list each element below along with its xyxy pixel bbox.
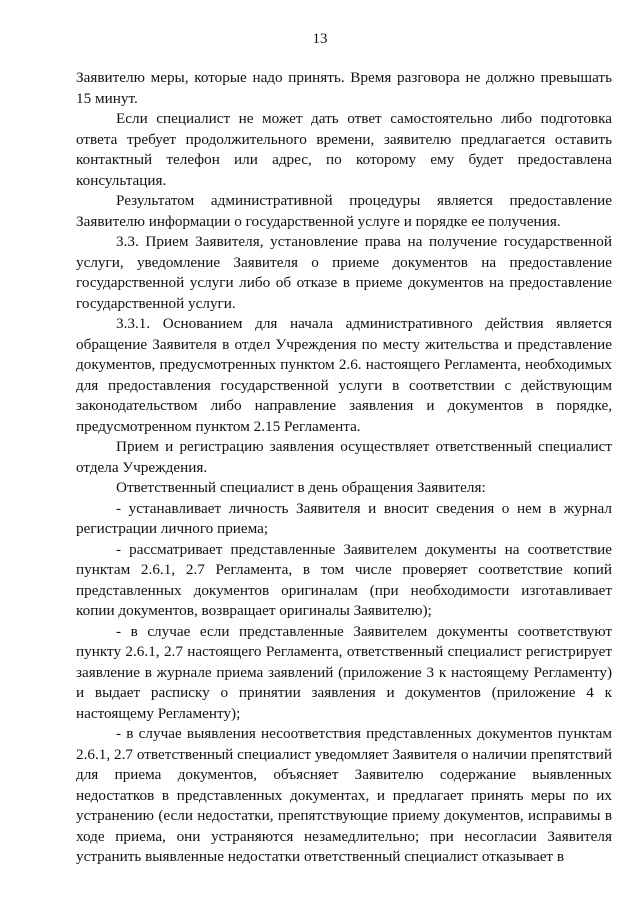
paragraph: Ответственный специалист в день обращения Заявителя: [116, 479, 486, 496]
list-item: - рассматривает представленные Заявителем документы на соответствие пунктам 2.6.1, 2.7 Регламента, в том числе проверяет соответствие копий представленных документов оригиналам (при необходимости изготавливает копии документов, возвращает оригиналы Заявителю); [76, 540, 612, 619]
paragraph: 3.3. Прием Заявителя, установление права на получение государственной услуги, уведомление Заявителя о приеме документов на предоставление государственной услуги либо об отказе в приеме документов на предоставление государственной услуги. [76, 233, 612, 312]
paragraph: Если специалист не может дать ответ самостоятельно либо подготовка ответа требует продолжительного времени, заявителю предлагается оставить контактный телефон или адрес, по которому ему будет предоставлена консультация. [76, 110, 612, 189]
paragraph: Прием и регистрацию заявления осуществляет ответственный специалист отдела Учреждения. [76, 438, 612, 476]
list-item: - в случае выявления несоответствия представленных документов пунктам 2.6.1, 2.7 ответственный специалист уведомляет Заявителя о наличии препятствий для приема документов, объясняет Заявителю содержание выявленных недостатков в представленных документах, и предлагает принять меры по их устранению (если недостатки, препятствующие приему документов, исправимы в ходе приема, они устраняются незамедлительно; при несогласии Заявителя устранить выявленные недостатки ответственный специалист отказывает в [76, 725, 612, 865]
paragraph: Результатом административной процедуры является предоставление Заявителю информации о государственной услуге и порядке ее получения. [76, 192, 612, 230]
paragraph: 3.3.1. Основанием для начала административного действия является обращение Заявителя в отдел Учреждения по месту жительства и представление документов, предусмотренных пунктом 2.6. настоящего Регламента, необходимых для предоставления государственной услуги в соответствии с действующим законодательством либо направление заявления и документов в порядке, предусмотренном пунктом 2.15 Регламента. [76, 315, 612, 435]
list-item: - в случае если представленные Заявителем документы соответствуют пункту 2.6.1, 2.7 настоящего Регламента, ответственный специалист регистрирует заявление в журнале приема заявлений (приложение 3 к настоящему Регламенту) и выдает расписку о принятии заявления и документов (приложение 4 к настоящему Регламенту); [76, 622, 612, 722]
document-body [76, 68, 612, 868]
list-item: - устанавливает личность Заявителя и вносит сведения о нем в журнал регистрации личного приема; [76, 499, 612, 537]
paragraph: Заявителю меры, которые надо принять. Время разговора не должно превышать 15 минут. [76, 69, 612, 107]
page-number: 13 [312, 31, 328, 47]
